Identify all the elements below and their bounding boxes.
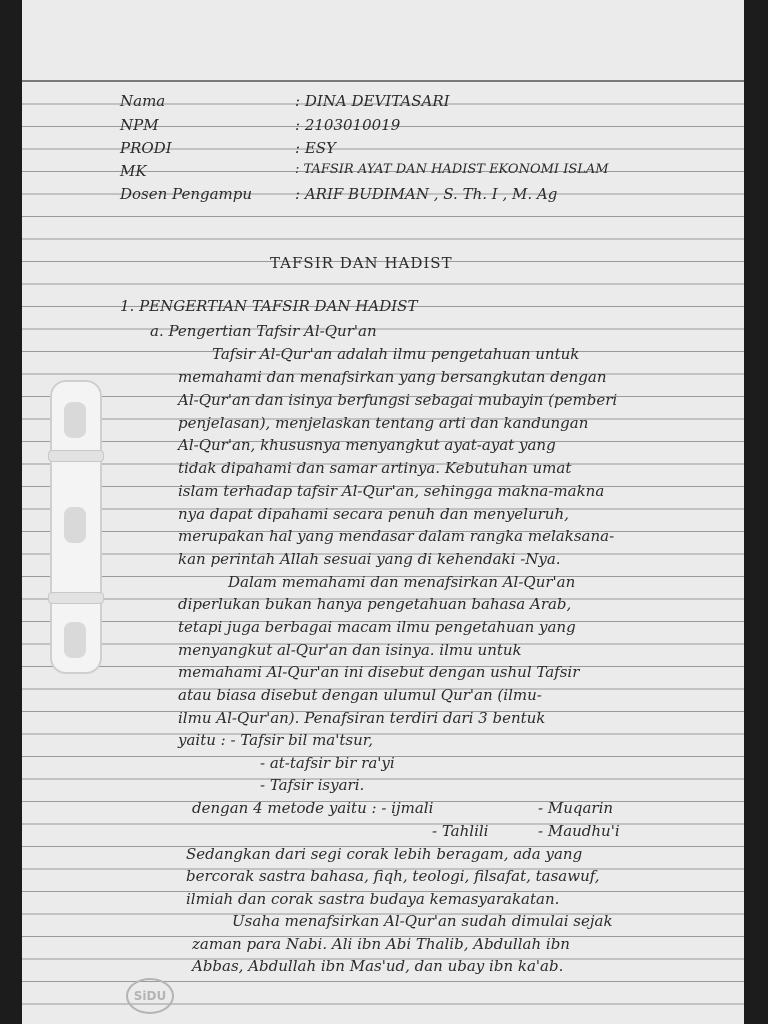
binder-slot: [64, 507, 86, 543]
binder-slot: [64, 402, 86, 438]
body-line: tetapi juga berbagai macam ilmu pengetahuan yang: [178, 618, 576, 636]
body-line: Al-Qur'an dan isinya berfungsi sebagai mubayin (pemberi: [178, 391, 618, 409]
body-line: dengan 4 metode yaitu : - ijmali: [192, 799, 434, 817]
page-title: TAFSIR DAN HADIST: [270, 254, 453, 272]
body-line: - Muqarin: [538, 799, 614, 817]
body-line: menyangkut al-Qur'an dan isinya. ilmu untuk: [178, 641, 522, 659]
label-dosen: Dosen Pengampu: [120, 185, 253, 203]
top-margin-line: [22, 80, 744, 82]
body-line: - Tahlili: [432, 822, 489, 840]
body-line: - at-tafsir bir ra'yi: [260, 754, 395, 772]
notebook-brand-logo: SiDU: [126, 978, 174, 1014]
body-line: merupakan hal yang mendasar dalam rangka melaksana-: [178, 527, 615, 545]
body-line: islam terhadap tafsir Al-Qur'an, sehingga makna-makna: [178, 482, 605, 500]
binder-bar: [48, 592, 104, 604]
label-mk: MK: [120, 162, 147, 180]
binder-clip: [50, 380, 102, 674]
value-npm: : 2103010019: [295, 116, 401, 134]
section-heading: 1. PENGERTIAN TAFSIR DAN HADIST: [120, 297, 418, 315]
body-line: Dalam memahami dan menafsirkan Al-Qur'an: [228, 573, 576, 591]
body-line: tidak dipahami dan samar artinya. Kebutuhan umat: [178, 459, 572, 477]
notebook-page: [22, 0, 744, 1024]
body-line: kan perintah Allah sesuai yang di kehendaki -Nya.: [178, 550, 561, 568]
body-line: - Maudhu'i: [538, 822, 620, 840]
body-line: ilmiah dan corak sastra budaya kemasyarakatan.: [186, 890, 560, 908]
body-line: ilmu Al-Qur'an). Penafsiran terdiri dari 3 bentuk: [178, 709, 546, 727]
body-line: Sedangkan dari segi corak lebih beragam, ada yang: [186, 845, 583, 863]
body-line: - Tafsir isyari.: [260, 776, 365, 794]
binder-bar: [48, 450, 104, 462]
value-dosen: : ARIF BUDIMAN , S. Th. I , M. Ag: [295, 185, 558, 203]
body-line: Abbas, Abdullah ibn Mas'ud, dan ubay ibn ka'ab.: [192, 957, 564, 975]
body-line: diperlukan bukan hanya pengetahuan bahasa Arab,: [178, 595, 572, 613]
body-line: memahami Al-Qur'an ini disebut dengan ushul Tafsir: [178, 663, 580, 681]
value-mk: : TAFSIR AYAT DAN HADIST EKONOMI ISLAM: [295, 162, 609, 177]
body-line: nya dapat dipahami secara penuh dan menyeluruh,: [178, 505, 569, 523]
body-line: Al-Qur'an, khususnya menyangkut ayat-ayat yang: [178, 436, 556, 454]
body-line: bercorak sastra bahasa, fiqh, teologi, filsafat, tasawuf,: [186, 867, 600, 885]
body-line: atau biasa disebut dengan ulumul Qur'an (ilmu-: [178, 686, 542, 704]
body-line: zaman para Nabi. Ali ibn Abi Thalib, Abdullah ibn: [192, 935, 570, 953]
label-prodi: PRODI: [120, 139, 172, 157]
body-line: penjelasan), menjelaskan tentang arti dan kandungan: [178, 414, 589, 432]
body-line: Usaha menafsirkan Al-Qur'an sudah dimulai sejak: [232, 912, 613, 930]
value-prodi: : ESY: [295, 139, 336, 157]
value-nama: : DINA DEVITASARI: [295, 92, 450, 110]
body-line: yaitu : - Tafsir bil ma'tsur,: [178, 731, 374, 749]
label-nama: Nama: [120, 92, 166, 110]
label-npm: NPM: [120, 116, 159, 134]
binder-slot: [64, 622, 86, 658]
body-line: memahami dan menafsirkan yang bersangkutan dengan: [178, 368, 607, 386]
subsection-heading: a. Pengertian Tafsir Al-Qur'an: [150, 322, 377, 340]
body-line: Tafsir Al-Qur'an adalah ilmu pengetahuan untuk: [212, 345, 580, 363]
